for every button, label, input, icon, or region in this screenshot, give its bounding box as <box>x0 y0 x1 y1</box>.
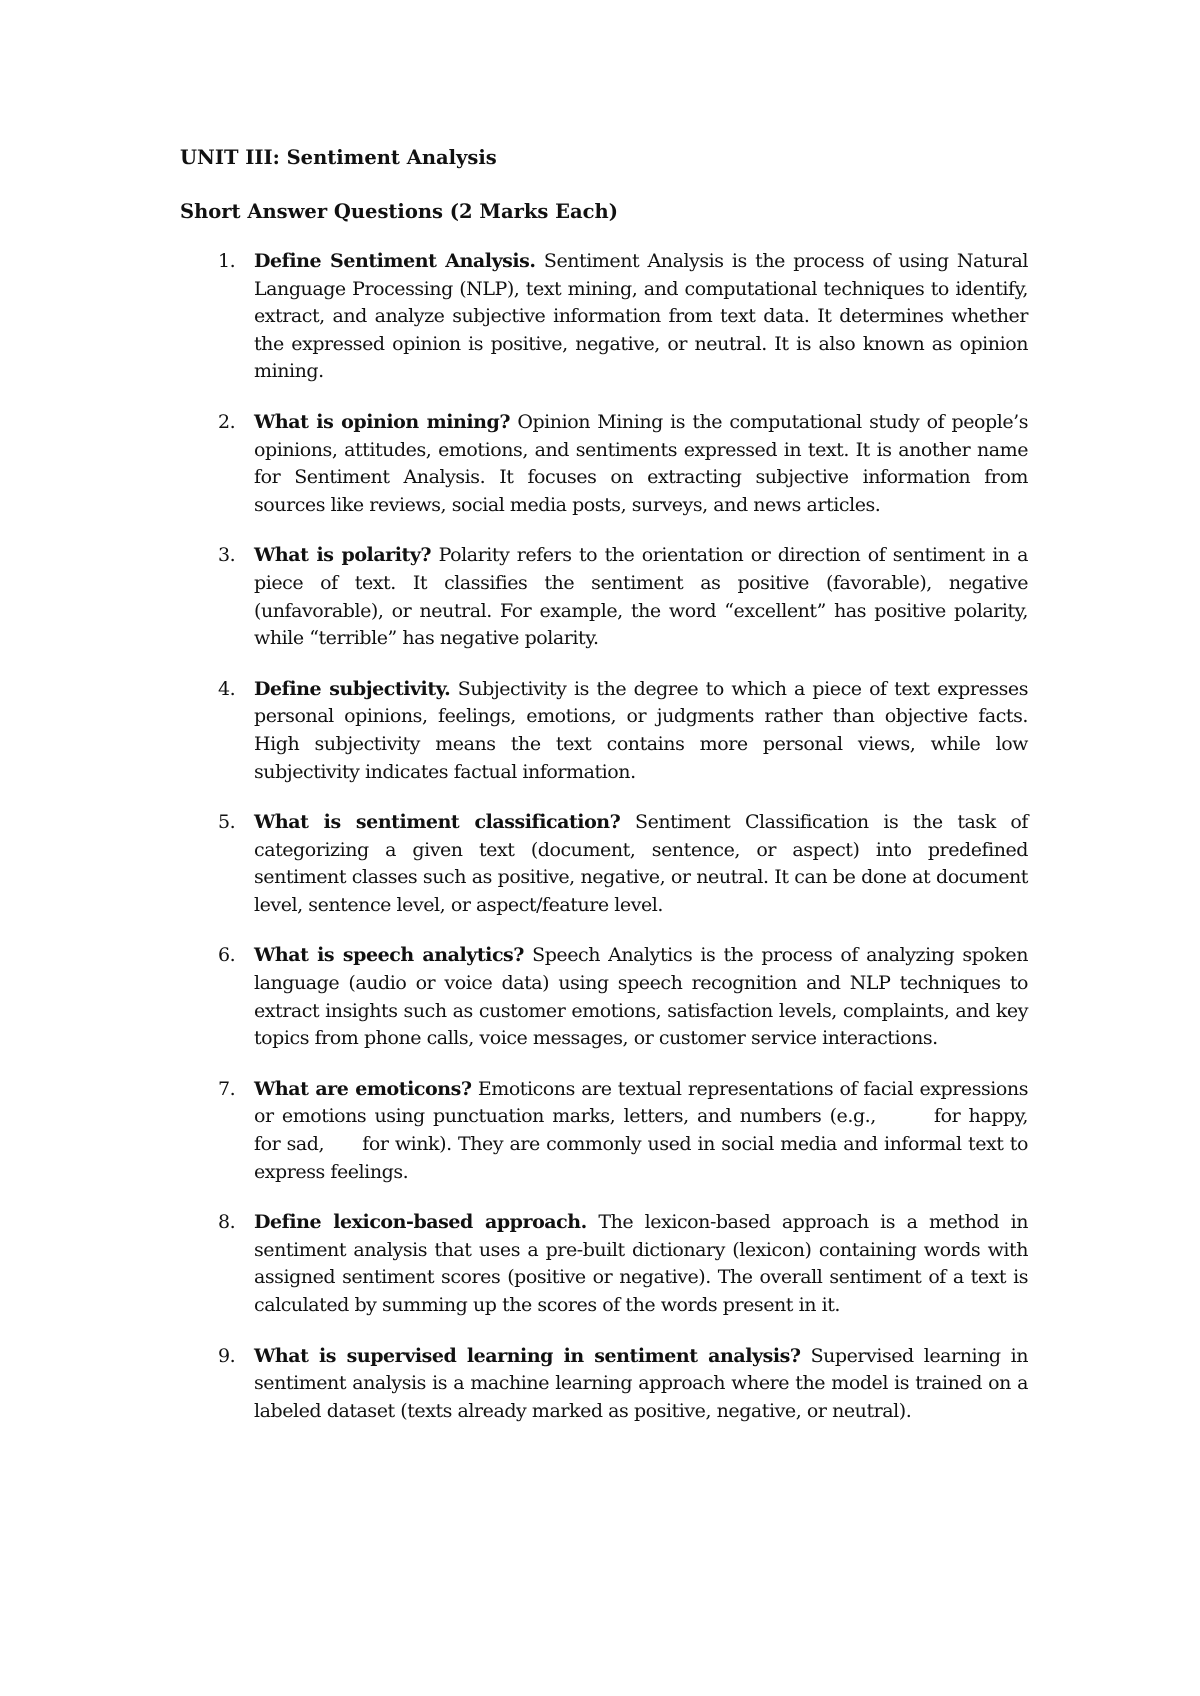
answer-text: Sentiment Classification is the task of categorizing a given text (document, sentence, or aspect) into predefined sentiment classes such as positive, negative, or neutral. It can be done at document level, sentence level, or aspect/feature level. <box>254 811 1028 916</box>
answer-text: Emoticons are textual representations of facial expressions or emotions using punctuation marks, letters, and numbers (e.g., for happy, for sad, for wink). They are commonly used in social media and informal text to express feelings. <box>254 1077 1062 1183</box>
question-text: What are emoticons? <box>254 1077 472 1100</box>
question-number: 9. <box>218 1344 236 1367</box>
question-item <box>180 1209 1028 1319</box>
question-text: Define subjectivity. <box>254 677 451 700</box>
question-text: Define lexicon-based approach. <box>254 1211 587 1234</box>
section-title: Short Answer Questions (2 Marks Each) <box>180 200 618 223</box>
answer-text: Opinion Mining is the computational study of people’s opinions, attitudes, emotions, and sentiments expressed in text. It is another name for Sentiment Analysis. It focuses on extracting subjective information from sources like reviews, social media posts, surveys, and news articles. <box>254 410 1029 516</box>
question-text: What is speech analytics? <box>254 944 524 967</box>
document-page <box>180 144 1062 1448</box>
question-text: What is opinion mining? <box>254 410 511 433</box>
answer-text: Speech Analytics is the process of analyzing spoken language (audio or voice data) using speech recognition and NLP techniques to extract insights such as customer emotions, satisfaction levels, complaints, and key topics from phone calls, voice messages, or customer service interactions. <box>254 944 1029 1050</box>
question-item <box>180 542 1028 652</box>
question-number: 3. <box>218 544 236 567</box>
question-number: 1. <box>218 250 236 272</box>
question-number: 8. <box>218 1211 236 1234</box>
answer-text: Subjectivity is the degree to which a piece of text expresses personal opinions, feelings, emotions, or judgments rather than objective facts. High subjectivity means the text contains more personal views, while low subjectivity indicates factual information. <box>254 677 1028 783</box>
question-number: 4. <box>218 677 236 700</box>
answer-text: Supervised learning in sentiment analysis is a machine learning approach where the model is trained on a labeled dataset (texts already marked as positive, negative, or neutral). <box>254 1344 1029 1422</box>
question-item <box>180 409 1028 519</box>
question-number: 7. <box>218 1077 236 1100</box>
question-number: 5. <box>218 811 236 834</box>
question-number: 6. <box>218 944 236 967</box>
question-item <box>180 676 1028 786</box>
question-number: 2. <box>218 410 236 433</box>
answer-text: Sentiment Analysis is the process of using Natural Language Processing (NLP), text mining, and computational techniques to identify, extract, and analyze subjective information from text data. It determines whether the expressed opinion is positive, negative, or neutral. It is also known as opinion mining. <box>254 250 1029 383</box>
question-item <box>180 1343 1028 1426</box>
question-text: What is supervised learning in sentiment analysis? <box>254 1344 801 1367</box>
answer-text: The lexicon-based approach is a method in sentiment analysis that uses a pre-built dictionary (lexicon) containing words with assigned sentiment scores (positive or negative). The overall sentiment of a text is calculated by summing up the scores of the words present in it. <box>254 1211 1029 1316</box>
question-text: What is sentiment classification? <box>254 811 621 834</box>
unit-title: UNIT III: Sentiment Analysis <box>180 146 497 169</box>
question-item <box>180 942 1028 1052</box>
question-item <box>180 1076 1062 1186</box>
question-item <box>180 809 1028 919</box>
question-text: Define Sentiment Analysis. <box>254 250 536 272</box>
question-list <box>180 248 1062 1425</box>
question-text: What is polarity? <box>254 544 432 567</box>
question-item <box>180 248 1028 386</box>
answer-text: Polarity refers to the orientation or direction of sentiment in a piece of text. It classifies the sentiment as positive (favorable), negative (unfavorable), or neutral. For example, the word “excellent” has positive polarity, while “terrible” has negative polarity. <box>254 544 1028 650</box>
